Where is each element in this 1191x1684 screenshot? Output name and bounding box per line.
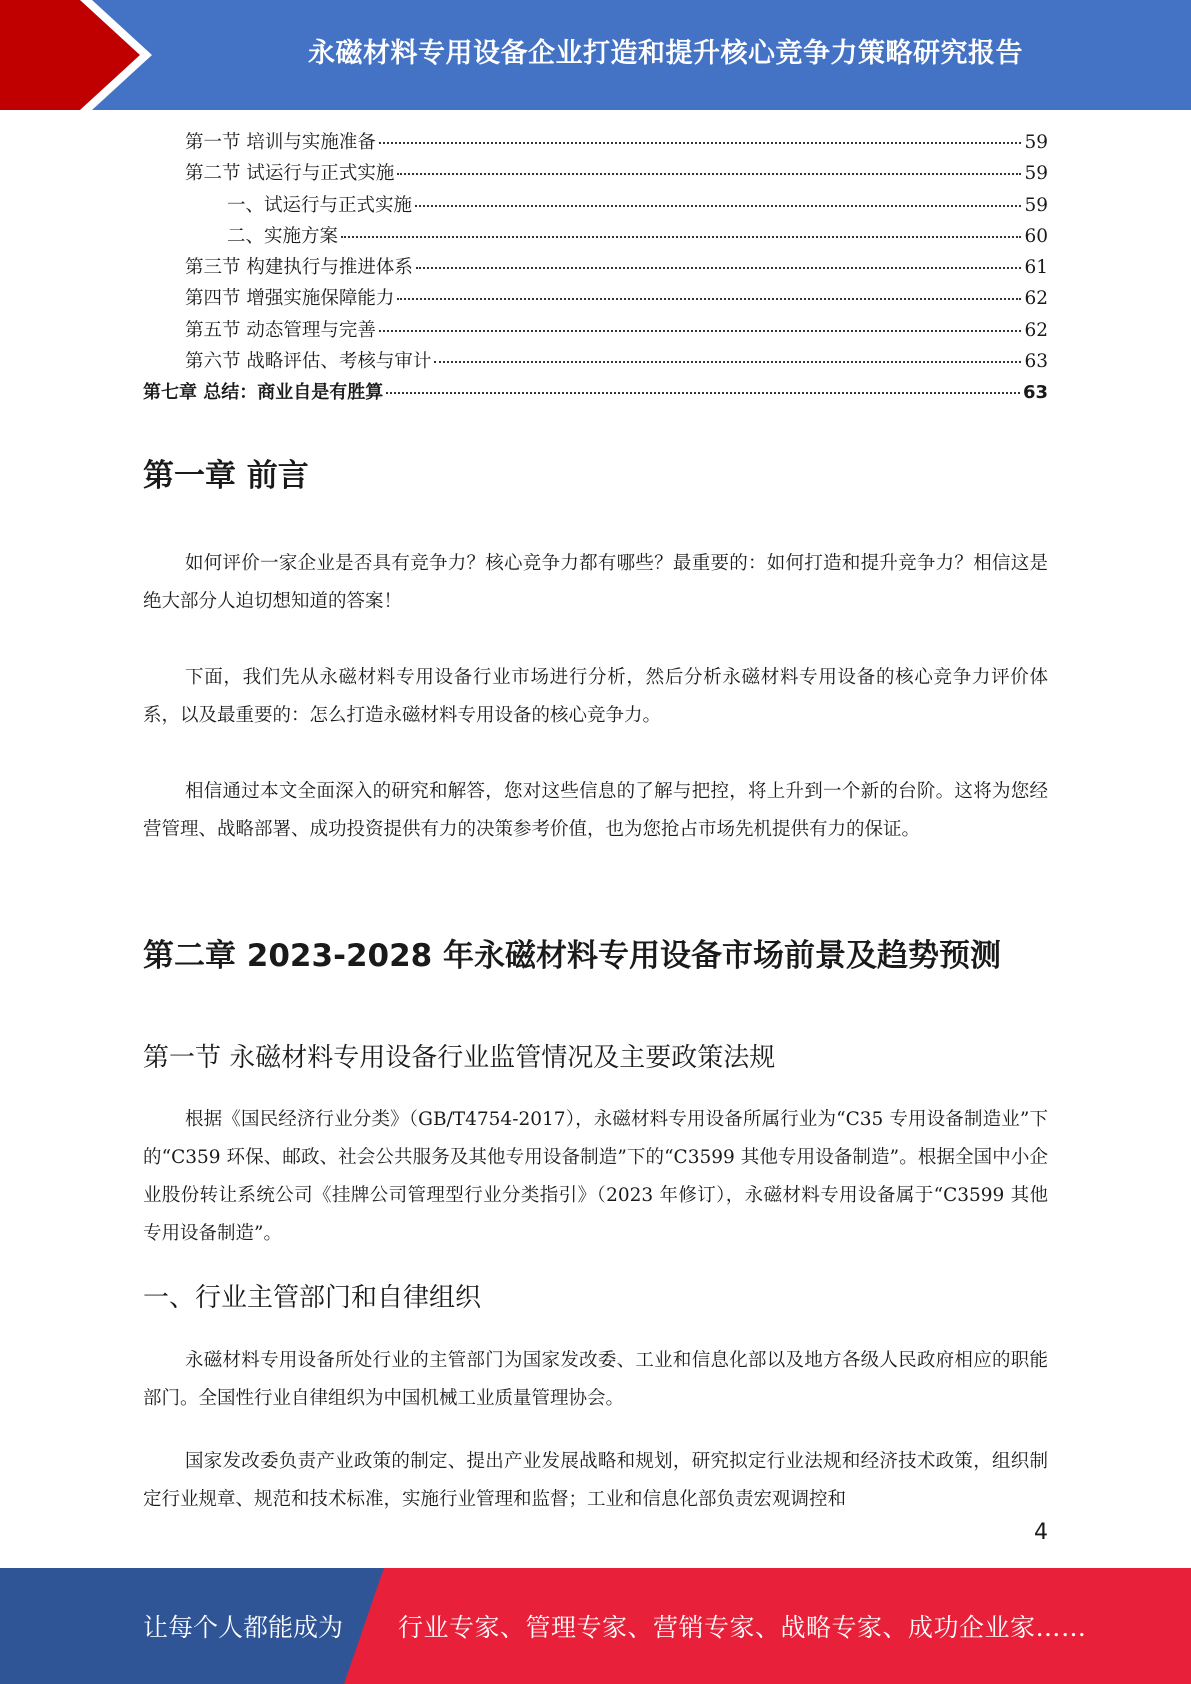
toc-entry-label: 第五节 动态管理与完善: [185, 319, 376, 341]
toc-entry[interactable]: [143, 222, 1048, 253]
subsection-1-paragraph-1: 永磁材料专用设备所处行业的主管部门为国家发改委、工业和信息化部以及地方各级人民政府相应的职能部门。全国性行业自律组织为中国机械工业质量管理协会。: [143, 1350, 1048, 1409]
toc-entry[interactable]: [143, 284, 1048, 315]
report-title: 永磁材料专用设备企业打造和提升核心竞争力策略研究报告: [308, 37, 1023, 69]
toc-entry-page: 63: [1024, 351, 1048, 373]
toc-dot-leader: [434, 361, 1021, 363]
toc-entry-page: 59: [1024, 194, 1048, 216]
toc-entry-page: 59: [1024, 132, 1048, 153]
chapter-1-title: 第一章 前言: [143, 458, 309, 494]
header-red-chevron: [0, 0, 140, 110]
toc-entry[interactable]: [143, 316, 1048, 347]
page-header: [0, 0, 1191, 110]
footer-slogan-right: 行业专家、管理专家、营销专家、战略专家、成功企业家……: [398, 1613, 1087, 1642]
toc-entry[interactable]: [143, 253, 1048, 284]
toc-entry[interactable]: [143, 378, 1048, 409]
toc-dot-leader: [379, 330, 1022, 332]
chapter-1-paragraph-2: 下面，我们先从永磁材料专用设备行业市场进行分析，然后分析永磁材料专用设备的核心竞争力评价体系，以及最重要的：怎么打造永磁材料专用设备的核心竞争力。: [143, 667, 1048, 726]
footer-slogan-left: 让每个人都能成为: [143, 1613, 344, 1642]
chapter-1-paragraph-3: 相信通过本文全面深入的研究和解答，您对这些信息的了解与把控，将上升到一个新的台阶。这将为您经营管理、战略部署、成功投资提供有力的决策参考价值，也为您抢占市场先机提供有力的保证。: [143, 781, 1048, 840]
section-1-title: 第一节 永磁材料专用设备行业监管情况及主要政策法规: [143, 1043, 776, 1073]
toc-entry-label: 一、试运行与正式实施: [227, 194, 413, 216]
toc-entry-page: 60: [1024, 225, 1048, 247]
toc-entry-label: 第一节 培训与实施准备: [185, 132, 376, 153]
subsection-1-title: 一、行业主管部门和自律组织: [143, 1283, 482, 1313]
toc-entry-page: 63: [1022, 382, 1048, 404]
toc-entry-label: 第二节 试运行与正式实施: [185, 163, 395, 185]
toc-dot-leader: [341, 236, 1021, 238]
chapter-1-paragraph-1: 如何评价一家企业是否具有竞争力？核心竞争力都有哪些？最重要的：如何打造和提升竞争力？相信这是绝大部分人迫切想知道的答案！: [143, 553, 1048, 612]
section-1-paragraph: 根据《国民经济行业分类》（GB/T4754-2017），永磁材料专用设备所属行业为“C35 专用设备制造业”下的“C359 环保、邮政、社会公共服务及其他专用设备制造”下的“C3599 其他专用设备制造”。根据全国中小企业股份转让系统公司《挂牌公司管理型行业分类指引》（2023 年修订），永磁材料专用设备属于“C3599 其他专用设备制造”。: [143, 1109, 1048, 1244]
header-arrow-graphic: [0, 0, 160, 110]
toc-entry[interactable]: [143, 128, 1048, 159]
toc-entry-page: 62: [1024, 288, 1048, 310]
toc-entry-page: 62: [1024, 319, 1048, 341]
toc-entry[interactable]: [143, 159, 1048, 190]
toc-entry-label: 第六节 战略评估、考核与审计: [185, 351, 432, 373]
toc-entry[interactable]: [143, 191, 1048, 222]
toc-entry-label: 第三节 构建执行与推进体系: [185, 257, 413, 279]
toc-entry-page: 59: [1024, 163, 1048, 185]
subsection-1-paragraph-2: 国家发改委负责产业政策的制定、提出产业发展战略和规划，研究拟定行业法规和经济技术政策，组织制定行业规章、规范和技术标准，实施行业管理和监督；工业和信息化部负责宏观调控和: [143, 1451, 1048, 1510]
toc-entry-label: 二、实施方案: [227, 225, 339, 247]
toc-dot-leader: [397, 173, 1021, 175]
toc-dot-leader: [397, 298, 1021, 300]
page-footer: [0, 1568, 1191, 1684]
toc-dot-leader: [386, 392, 1020, 394]
page-number: 4: [1034, 1520, 1048, 1545]
toc-dot-leader: [415, 205, 1021, 207]
toc-dot-leader: [379, 142, 1022, 144]
chapter-2-title: 第二章 2023-2028 年永磁材料专用设备市场前景及趋势预测: [143, 938, 1002, 974]
toc-entry-label: 第四节 增强实施保障能力: [185, 288, 395, 310]
toc-entry-page: 61: [1024, 257, 1048, 279]
toc-entry-label: 第七章 总结：商业自是有胜算: [143, 382, 384, 404]
toc-dot-leader: [416, 267, 1022, 269]
table-of-contents: [143, 128, 1048, 410]
toc-entry[interactable]: [143, 347, 1048, 378]
